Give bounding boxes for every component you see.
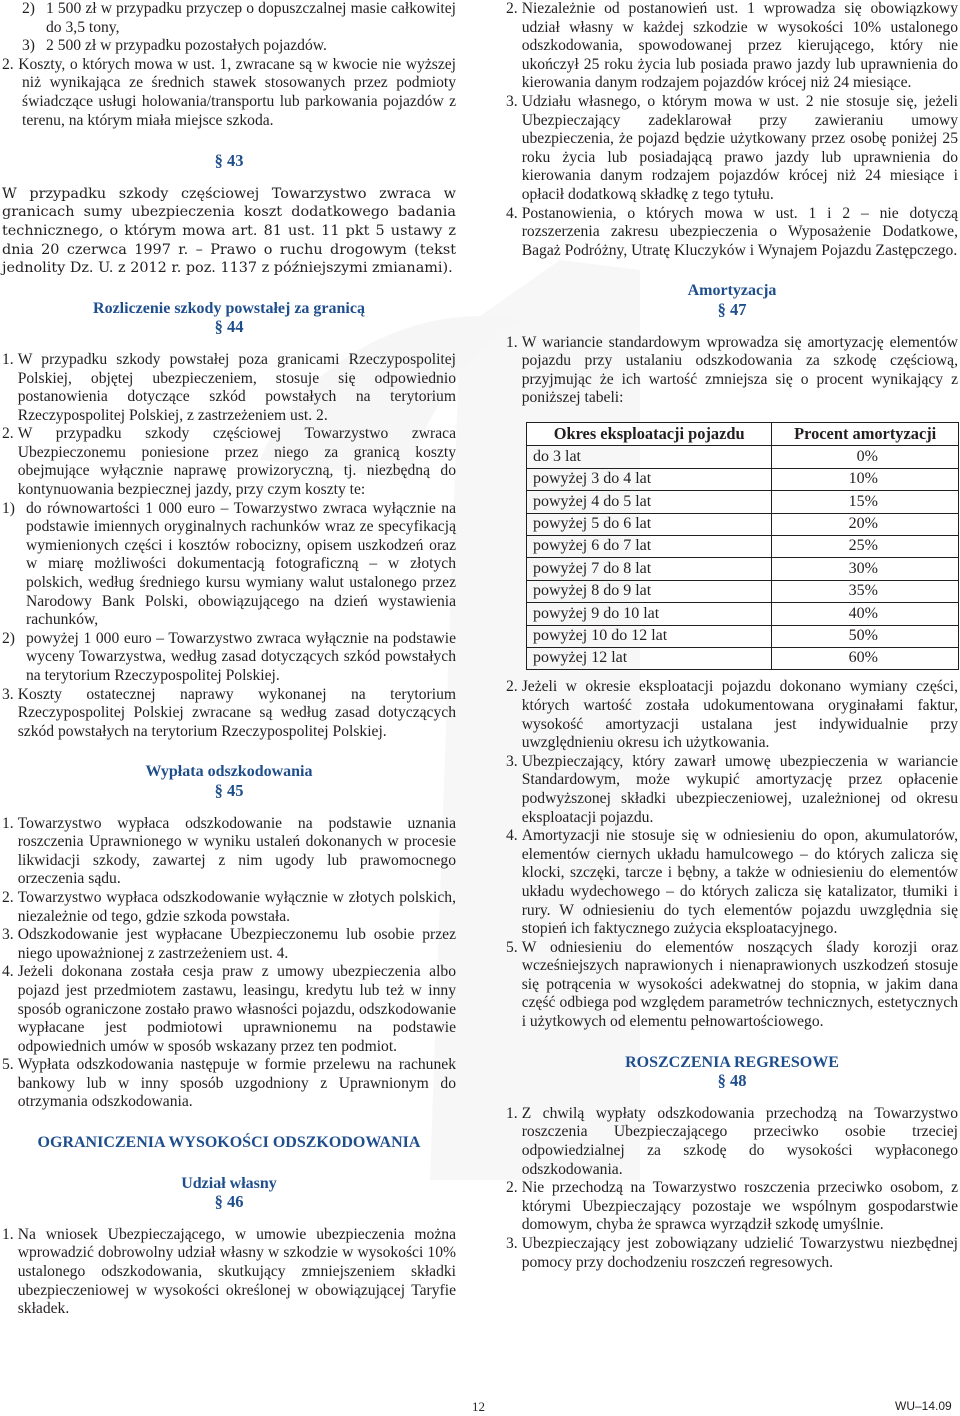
section-heading-45: Wypłata odszkodowania [145, 763, 313, 781]
paragraph-sign-48: § 48 [717, 1071, 747, 1091]
list-item: 3. Ubezpieczający jest zobowiązany udzielić Towarzystwu niezbędnej pomocy przy dochodzeniu roszczeń regresowych. [506, 1235, 958, 1271]
table-row [527, 647, 959, 669]
period-cell: powyżej 5 do 6 lat [527, 513, 772, 535]
list-item: 3) 2 500 zł w przypadku pozostałych pojazdów. [22, 37, 327, 55]
paragraph-sign-43: § 43 [214, 151, 244, 171]
table-row [527, 468, 959, 490]
list-item: 3. Udziału własnego, o którym mowa w ust. 2 nie stosuje się, jeżeli Ubezpieczający zadeklarował przy zawieraniu umowy ubezpieczenia, że pojazd będzie użytkowany przez osobę poniżej 25 roku życia lub posiadającą prawo jazdy lub uprawnienia do kierowania danym rodzajem pojazdów krócej niż 24 miesiące i opłacił dodatkową składkę z tego tytułu. [506, 92, 958, 203]
list-item: 4. Jeżeli dokonana została cesja praw z umowy ubezpieczenia albo pojazd jest przedmiotem zastawu, leasingu, kredytu lub też w inny sposób ograniczone zostało prawo własności pojazdu, odszkodowanie wypłacane jest podmiotowi uprawnionemu na podstawie odpowiednich umów w sposób wskazany przez ten podmiot. [2, 963, 456, 1055]
table-header-row [527, 422, 959, 446]
intro-sub-list [2, 0, 456, 56]
percent-cell: 25% [772, 536, 959, 558]
list-item: 1. Towarzystwo wypłaca odszkodowanie na podstawie uznania roszczenia Uprawnionego w wyniku ustaleń dokonanych w procesie likwidacji szkody, zawartej z nim ugody lub prawomocnego orzeczenia sądu. [2, 814, 456, 888]
list-item: 1. Na wniosek Ubezpieczającego, w umowie ubezpieczenia można wprowadzić dobrowolny udział własny w szkodzie w wysokości 10% ustalonego odszkodowania, skutkujący zmniejszeniem składki ubezpieczeniowej w wysokości określonej w obowiązującej Taryfie składek. [2, 1225, 456, 1318]
list-item: 1. Z chwilą wypłaty odszkodowania przechodzą na Towarzystwo roszczenia Ubezpieczającego przeciwko osobie trzeciej odpowiedzialnej za szkodę do wysokości wypłaconego odszkodowania. [506, 1104, 958, 1178]
period-cell: powyżej 7 do 8 lat [527, 558, 772, 580]
list-item: 2) 1 500 zł w przypadku przyczep o dopuszczalnej masie całkowitej do 3,5 tony, [22, 0, 456, 36]
list-item: 1) do równowartości 1 000 euro – Towarzystwo zwraca wyłącznie na podstawie imiennych oryginalnych rachunków wraz ze specyfikacją wymienionych części i kosztów robocizny, opisem uszkodzeń oraz w miarę możliwości dokumentacją fotograficzną – w złotych polskich, według średniego kursu wymiany walut ustalonego przez Narodowy Bank Polski, obowiązującego na dzień wystawienia rachunków, [2, 499, 456, 629]
table-row [527, 536, 959, 558]
percent-cell: 10% [772, 468, 959, 490]
percent-cell: 60% [772, 647, 959, 669]
period-cell: powyżej 3 do 4 lat [527, 468, 772, 490]
list-item: 4. Amortyzacji nie stosuje się w odniesieniu do opon, akumulatorów, elementów ciernych układu hamulcowego – do których zalicza się klocki, szczęki, tarcze i bębny, a także w odniesieniu do elementów układu wydechowego – do których zalicza się katalizator, tłumiki i rury. W odniesieniu do tych elementów pojazdu uwzględnia się stopień ich faktycznego zużycia eksploatacyjnego. [506, 827, 958, 938]
paragraph-sign-44: § 44 [214, 317, 244, 337]
section-heading-48: ROSZCZENIA REGRESOWE [625, 1053, 839, 1071]
paragraph-sign-47: § 47 [717, 299, 747, 319]
list-item: 2. Towarzystwo wypłaca odszkodowanie wyłącznie w złotych polskich, niezależnie od tego, gdzie szkoda powstała. [2, 888, 456, 925]
list-item: 3. Ubezpieczający, który zawarł umowę ubezpieczenia w wariancie Standardowym, może wykupić amortyzację przez opłacenie podwyższonej składki ubezpieczeniowej, uzależnionej od okresu eksploatacji pojazdu. [506, 752, 958, 826]
right-column [506, 0, 958, 1272]
table-row [527, 558, 959, 580]
paragraph-sign-45: § 45 [214, 780, 244, 800]
percent-cell: 20% [772, 513, 959, 535]
list-item: 5. Wypłata odszkodowania następuje w formie przelewu na rachunek bankowy lub w inny sposób uzgodniony z Uprawnionym do otrzymania odszkodowania. [2, 1056, 456, 1111]
list-item: 1. W przypadku szkody powstałej poza granicami Rzeczypospolitej Polskiej, objętej ubezpieczeniem, stosuje się odpowiednio postanowienia dotyczące szkód powstałych na terytorium Rzeczypospolitej Polskiej, z zastrzeżeniem ust. 2. [2, 350, 456, 424]
period-cell: powyżej 12 lat [527, 647, 772, 669]
percent-cell: 50% [772, 625, 959, 647]
percent-cell: 40% [772, 603, 959, 625]
amortization-table [526, 422, 959, 671]
percent-cell: 15% [772, 491, 959, 513]
list-item: 1. W wariancie standardowym wprowadza się amortyzację elementów pojazdu przy ustalaniu odszkodowania za szkodę częściową, przyjmując że ich wartość zmniejsza się o procent wynikający z poniższej tabeli: [506, 333, 958, 407]
table-row [527, 603, 959, 625]
table-row [527, 625, 959, 647]
table-body [527, 446, 959, 670]
document-code: WU–14.09 [895, 1399, 952, 1413]
period-cell: powyżej 4 do 5 lat [527, 491, 772, 513]
table-row [527, 446, 959, 468]
section-heading-46: Udział własny [181, 1174, 277, 1192]
period-cell: powyżej 6 do 7 lat [527, 536, 772, 558]
paragraph: 2. Koszty, o których mowa w ust. 1, zwracane są w kwocie nie wyższej niż wynikająca ze średnich stawek stosowanych przez podmioty świadczące usługi holowania/transportu lub parkowania pojazdów z terenu, na którym miała miejsce szkoda. [2, 55, 456, 129]
list-item: 2. Jeżeli w okresie eksploatacji pojazdu dokonano wymiany części, których wartość została udokumentowana oryginałami faktur, wysokość amortyzacji ustalana jest indywidualnie przy uwzględnieniu okresu ich użytkowania. [506, 678, 958, 752]
table-row [527, 513, 959, 535]
column-header: Procent amortyzacji [772, 422, 959, 446]
section-heading-44: Rozliczenie szkody powstałej za granicą [93, 299, 365, 317]
paragraph-sign-46: § 46 [214, 1192, 244, 1212]
list-item: 3. Koszty ostatecznej naprawy wykonanej na terytorium Rzeczypospolitej Polskiej zwracane są według zasad dotyczących szkód powstałych na terytorium Rzeczypospolitej Polskiej. [2, 685, 456, 740]
page-number: 12 [472, 1399, 485, 1414]
list-item: 5. W odniesieniu do elementów noszących ślady korozji oraz wcześniejszych naprawionych i nienaprawionych uszkodzeń stosuje się potrącenia w wysokości adekwatnej do stopnia, w jakim dana część odbiega pod względem parametrów technicznych, estetycznych i użytkowych od elementu pełnowartościowego. [506, 938, 958, 1031]
table-row [527, 491, 959, 513]
paragraph: W przypadku szkody częściowej Towarzystwo zwraca w granicach sumy ubezpieczenia koszt dodatkowego badania technicznego, o którym mowa art. 81 ust. 11 pkt 5 ustawy z dnia 20 czerwca 1997 r. – Prawo o ruchu drogowym (tekst jednolity Dz. U. z 2012 r. poz. 1137 z późniejszymi zmianami). [2, 185, 456, 277]
period-cell: powyżej 8 do 9 lat [527, 580, 772, 602]
period-cell: powyżej 9 do 10 lat [527, 603, 772, 625]
section-heading-47: Amortyzacja [687, 282, 777, 300]
percent-cell: 30% [772, 558, 959, 580]
table-row [527, 580, 959, 602]
percent-cell: 35% [772, 580, 959, 602]
list-item: 3. Odszkodowanie jest wypłacane Ubezpieczonemu lub osobie przez niego upoważnionej z zastrzeżeniem ust. 4. [2, 926, 456, 962]
list-item: 2) powyżej 1 000 euro – Towarzystwo zwraca wyłącznie na podstawie wyceny Towarzystwa, według zasad dotyczących szkód powstałych na terytorium Rzeczypospolitej Polskiej. [2, 629, 456, 684]
list-item: 4. Postanowienia, o których mowa w ust. 1 i 2 – nie dotyczą rozszerzenia zakresu ubezpieczenia o Wyposażenie Dodatkowe, Bagaż Podróżny, Utratę Kluczyków i Wynajem Pojazdu Zastępczego. [506, 204, 958, 259]
percent-cell: 0% [772, 446, 959, 468]
section-title: OGRANICZENIA WYSOKOŚCI ODSZKODOWANIA [37, 1134, 421, 1152]
left-column [2, 0, 456, 1319]
column-header: Okres eksploatacji pojazdu [527, 422, 772, 446]
list-item: 2. W przypadku szkody częściowej Towarzystwo zwraca Ubezpieczonemu poniesione przez niego za granicą koszty obejmujące wyłącznie naprawę prowizoryczną, tj. niezbędną do kontynuowania bezpiecznej jazdy, przy czym koszty te: [2, 425, 456, 499]
period-cell: powyżej 10 do 12 lat [527, 625, 772, 647]
list-item: 2. Nie przechodzą na Towarzystwo roszczenia przeciwko osobom, z którymi Ubezpieczający pozostaje we wspólnym gospodarstwie domowym, chyba że sprawca wyrządził szkodę umyślnie. [506, 1179, 958, 1234]
list-item: 2. Niezależnie od postanowień ust. 1 wprowadza się obowiązkowy udział własny w każdej szkodzie w wysokości 10% ustalonego odszkodowania, spowodowanej przez kierującego, który nie ukończył 25 roku życia lub posiada prawo jazdy lub uprawnienia do kierowania danym rodzajem pojazdów krócej niż 24 miesiące. [506, 0, 958, 92]
period-cell: do 3 lat [527, 446, 772, 468]
